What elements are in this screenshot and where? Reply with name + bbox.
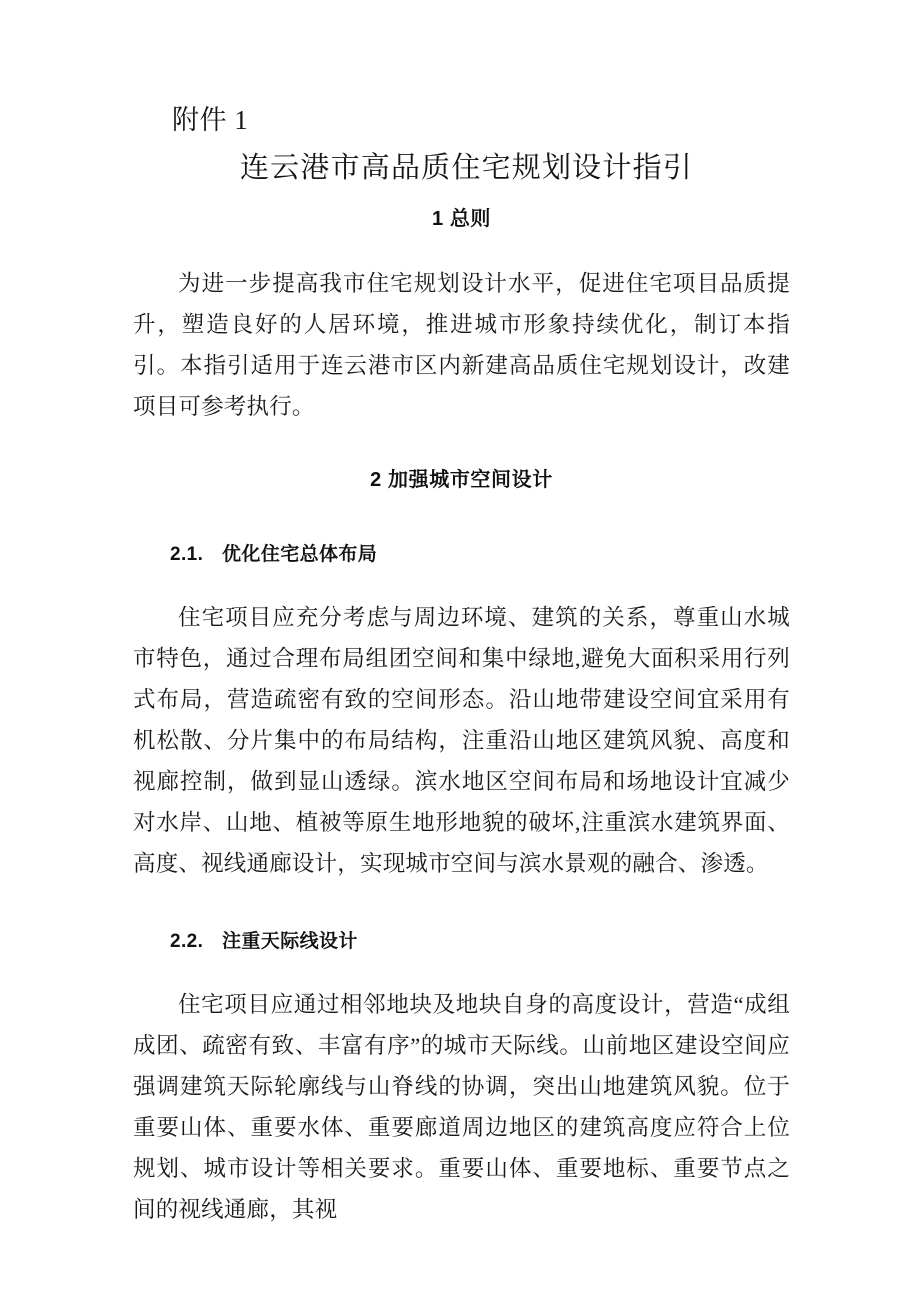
subsection-heading-2-2 bbox=[170, 926, 790, 958]
subsection-number-2-2: 2.2. bbox=[170, 931, 204, 952]
section-heading-2: 2 加强城市空间设计 bbox=[370, 469, 553, 491]
subsection-title-2-1: 优化住宅总体布局 bbox=[222, 544, 378, 565]
section-heading-1: 1 总则 bbox=[431, 208, 492, 230]
document-title: 连云港市高品质住宅规划设计指引 bbox=[239, 152, 693, 184]
paragraph-skyline-design: 住宅项目应通过相邻地块及地块自身的高度设计，营造“成组成团、疏密有致、丰富有序”的城市天际线。山前地区建设空间应强调建筑天际轮廓线与山脊线的协调，突出山地建筑风貌。位于重要山体、重要水体、重要廊道周边地区的建筑高度应符合上位规划、城市设计等相关要求。重要山体、重要地标、重要节点之间的视线通廊，其视 bbox=[133, 992, 790, 1222]
paragraph-general-principles: 为进一步提高我市住宅规划设计水平，促进住宅项目品质提升，塑造良好的人居环境，推进城市形象持续优化，制订本指引。本指引适用于连云港市区内新建高品质住宅规划设计，改建项目可参考执行。 bbox=[133, 271, 790, 419]
subsection-title-2-2: 注重天际线设计 bbox=[222, 931, 358, 952]
document-body bbox=[133, 100, 790, 1230]
attachment-label: 附件 1 bbox=[172, 105, 249, 135]
paragraph-overall-layout: 住宅项目应充分考虑与周边环境、建筑的关系，尊重山水城市特色，通过合理布局组团空间和集中绿地,避免大面积采用行列式布局，营造疏密有致的空间形态。沿山地带建设空间宜采用有机松散、分片集中的布局结构，注重沿山地区建筑风貌、高度和视廊控制，做到显山透绿。滨水地区空间布局和场地设计宜减少对水岸、山地、植被等原生地形地貌的破坏,注重滨水建筑界面、高度、视线通廊设计，实现城市空间与滨水景观的融合、渗透。 bbox=[133, 605, 790, 876]
subsection-number-2-1: 2.1. bbox=[170, 544, 204, 565]
subsection-heading-2-1 bbox=[170, 539, 790, 571]
